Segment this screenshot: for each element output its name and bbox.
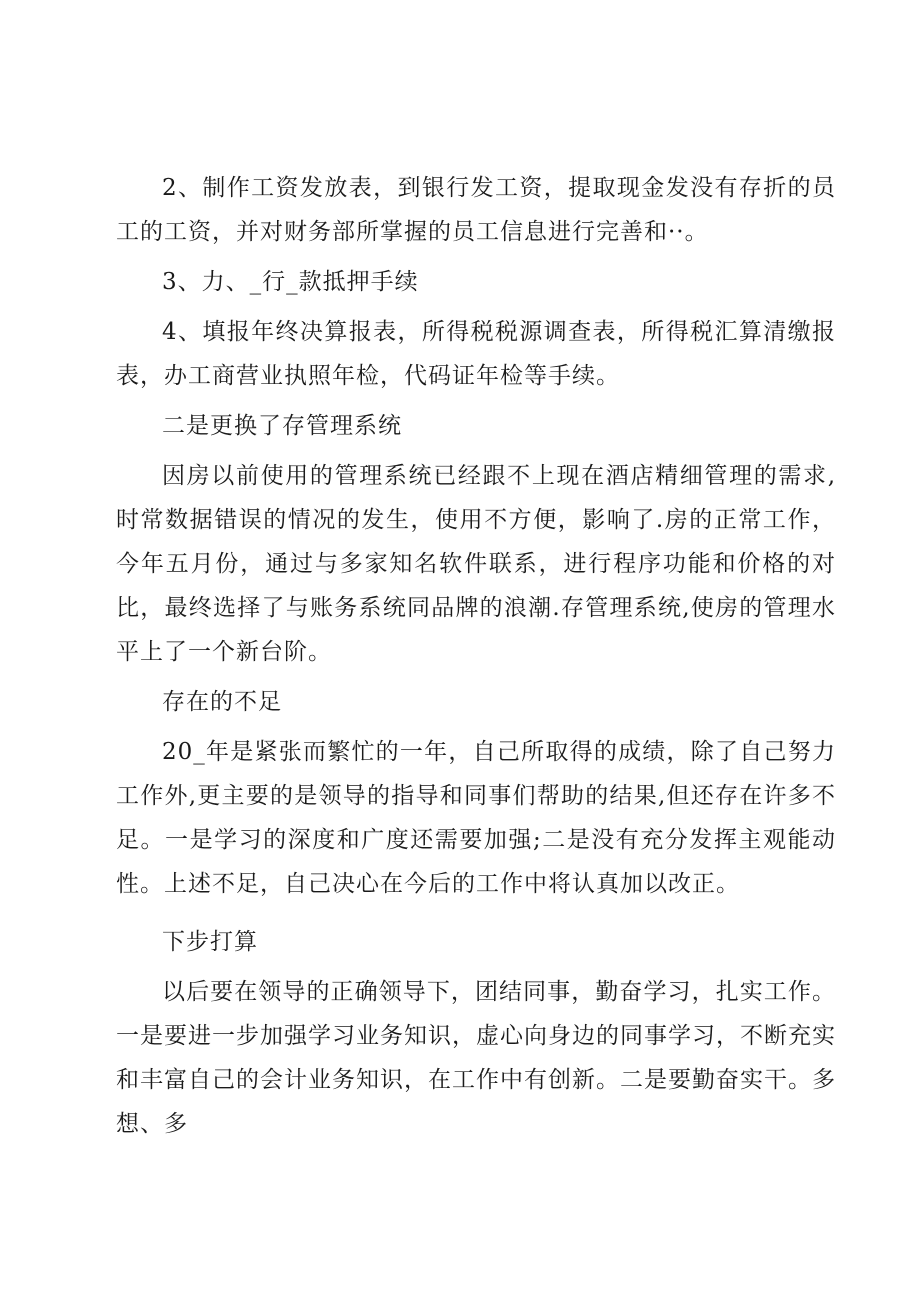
paragraph-item-3: 3、力、_行_款抵押手续 [162,269,419,295]
paragraph-plan: 以后要在领导的正确领导下，团结同事，勤奋学习，扎实工作。一是要进一步加强学习业务知识，虚心向身边的同事学习，不断充实和丰富自己的会计业务知识，在工作中有创新。二是要勤奋实干。多想、多 [116,979,836,1137]
paragraph-item-4: 4、填报年终决算报表，所得税税源调查表，所得税汇算清缴报表，办工商营业执照年检，代码证年检等手续。 [116,319,836,389]
paragraph-system-change: 因房以前使用的管理系统已经跟不上现在酒店精细管理的需求,时常数据错误的情况的发生，使用不方便，影响了.房的正常工作，今年五月份，通过与多家知名软件联系，进行程序功能和价格的对比，最终选择了与账务系统同品牌的浪潮.存管理系统,使房的管理水平上了一个新台阶。 [116,463,836,665]
paragraph-item-2: 2、制作工资发放表，到银行发工资，提取现金发没有存折的员工的工资，并对财务部所掌握的员工信息进行完善和··。 [116,175,836,245]
section-heading-system: 二是更换了存管理系统 [162,413,402,439]
paragraph-shortcomings: 20_年是紧张而繁忙的一年，自己所取得的成绩，除了自己努力工作外,更主要的是领导的指导和同事们帮助的结果,但还存在许多不足。一是学习的深度和广度还需要加强;二是没有充分发挥主观能动性。上述不足，自己决心在今后的工作中将认真加以改正。 [116,739,836,897]
document-body [116,166,836,1146]
section-heading-plan: 下步打算 [162,929,258,955]
section-heading-shortcomings: 存在的不足 [162,689,282,715]
